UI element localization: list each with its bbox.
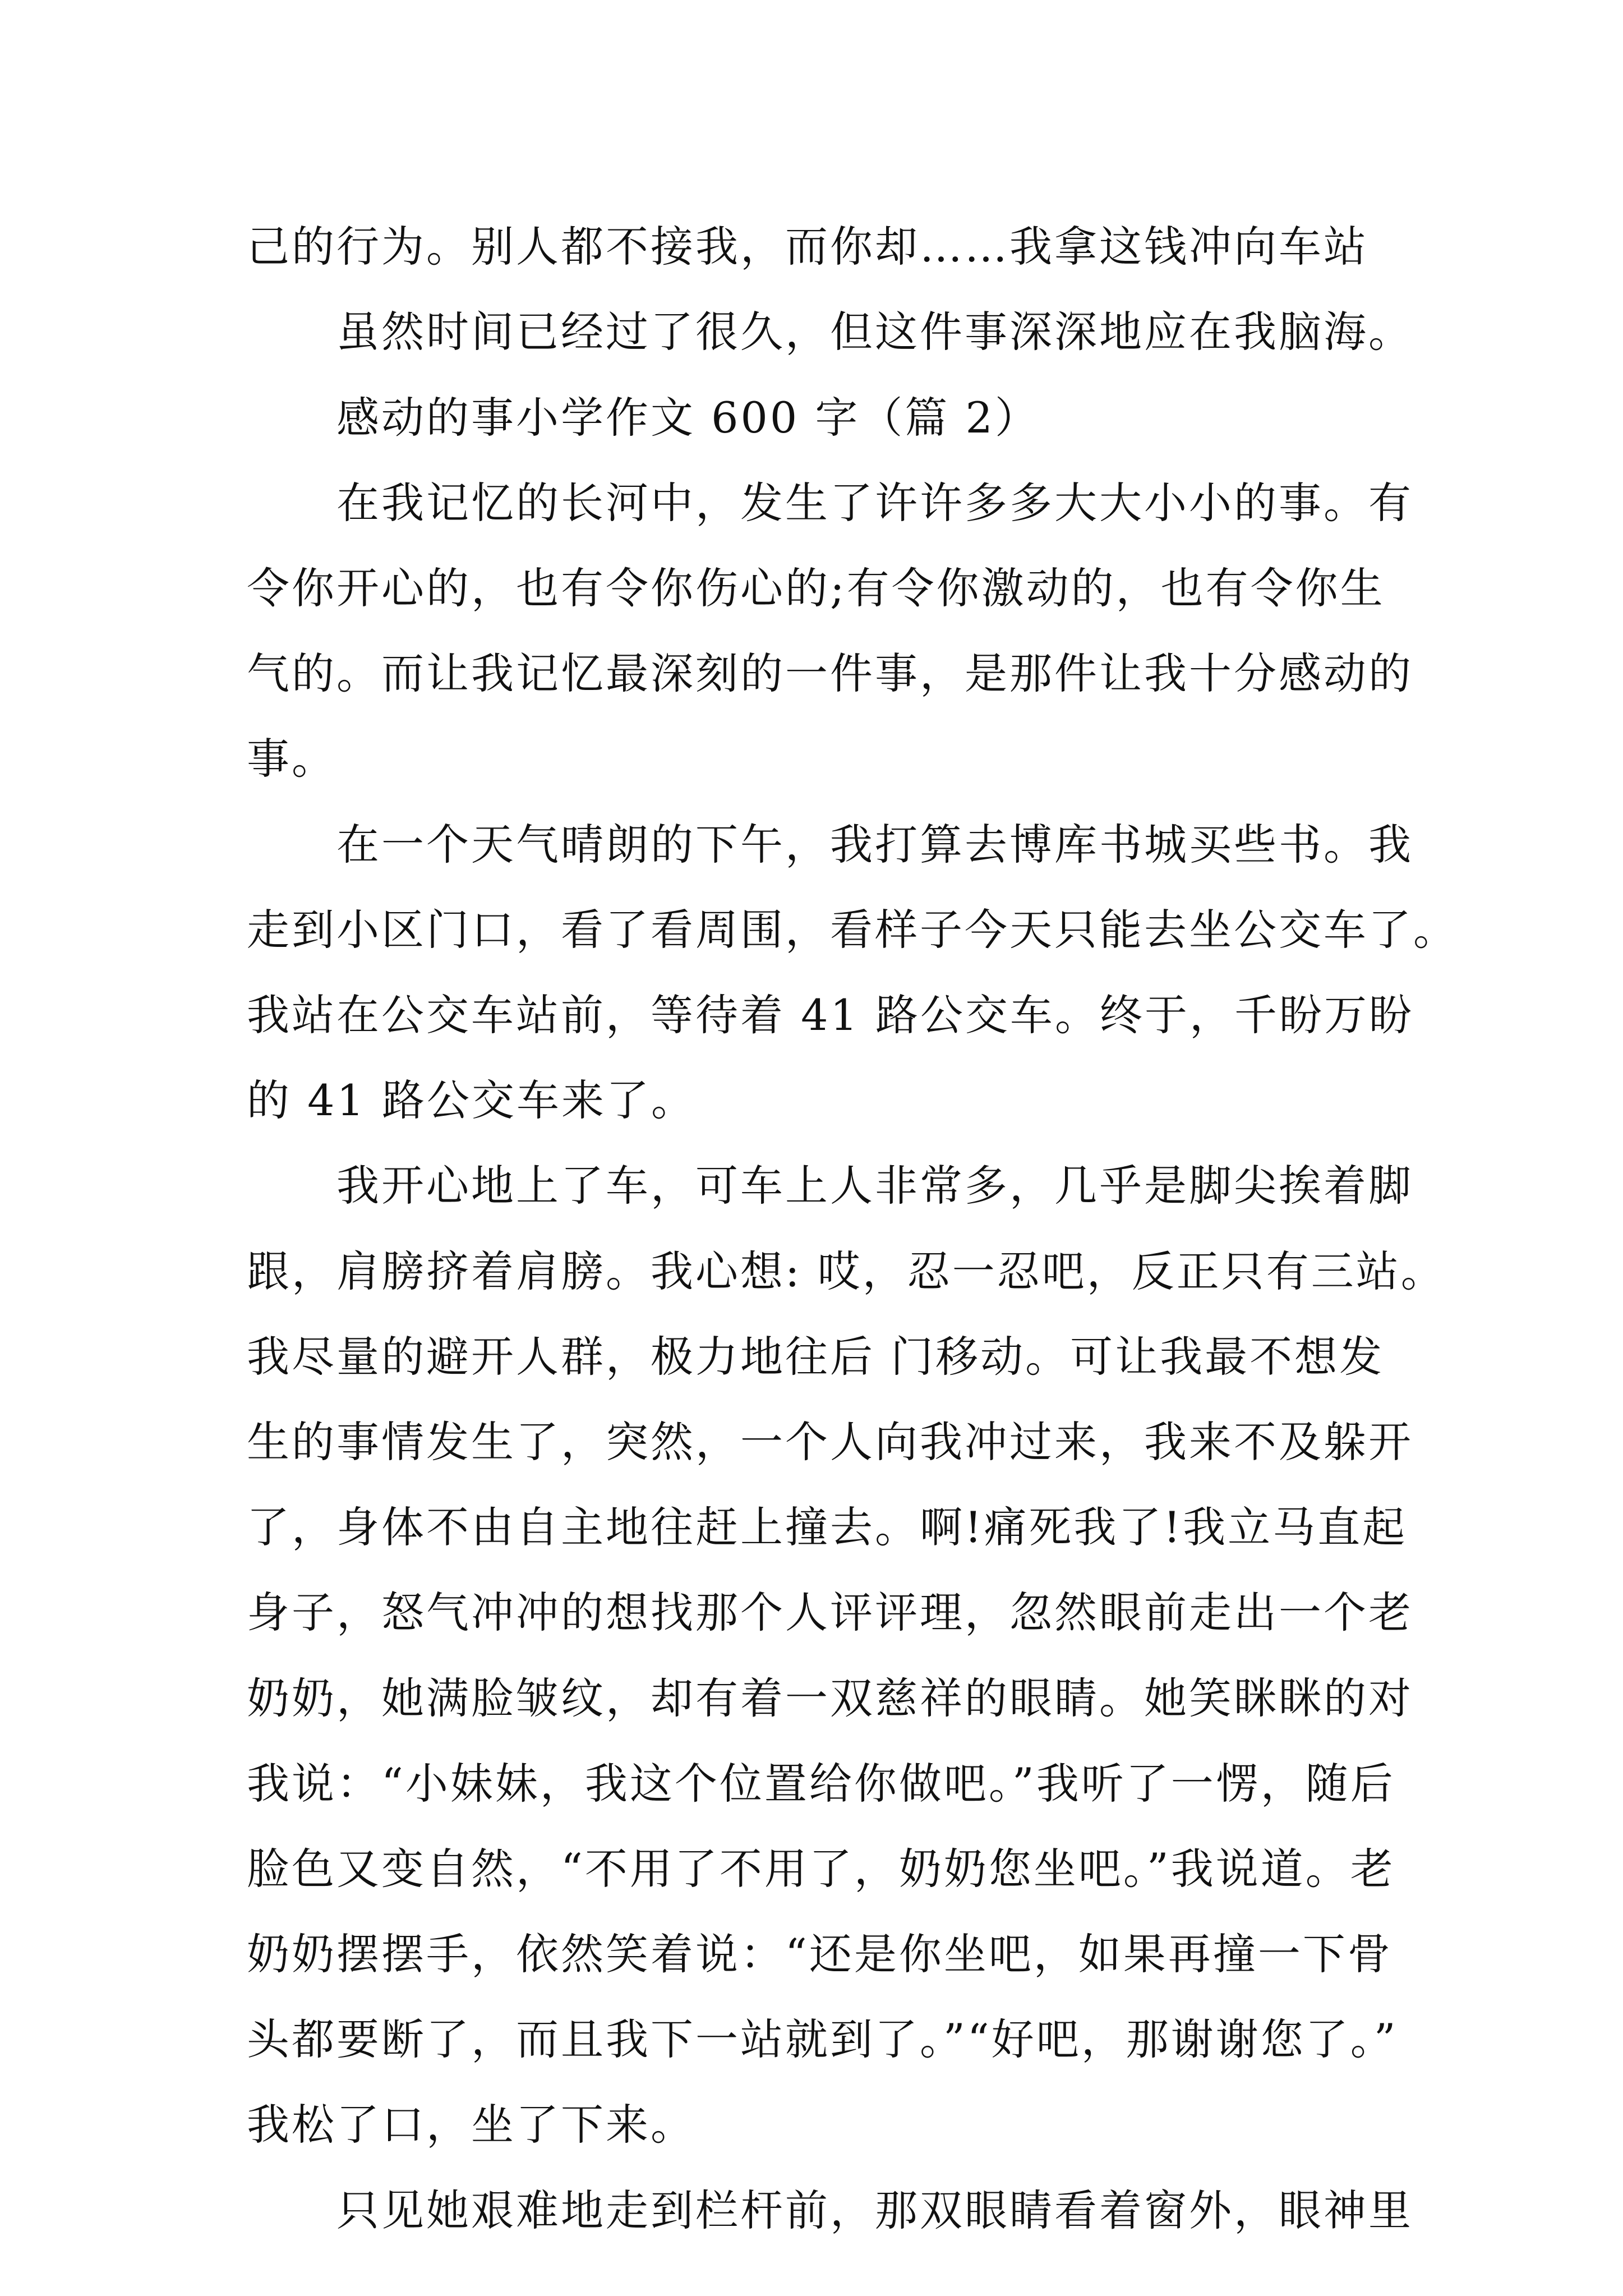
text-line: 走到小区门口，看了看周围，看样子今天只能去坐公交车了。 — [247, 905, 1458, 955]
text-line: 我开心地上了车，可车上人非常多，几乎是脚尖挨着脚 — [336, 1161, 1413, 1211]
text-line: 我说：“小妹妹，我这个位置给你做吧。”我听了一愣，随后 — [247, 1759, 1395, 1809]
text-line: 己的行为。别人都不接我，而你却……我拿这钱冲向车站 — [247, 222, 1368, 272]
text-line: 我松了口，坐了下来。 — [247, 2100, 695, 2150]
text-line: 生的事情发生了，突然，一个人向我冲过来，我来不及躲开 — [247, 1417, 1413, 1467]
text-line: 只见她艰难地走到栏杆前，那双眼睛看着窗外，眼神里 — [336, 2185, 1413, 2235]
text-line: 奶奶，她满脸皱纹，却有着一双慈祥的眼睛。她笑眯眯的对 — [247, 1673, 1413, 1723]
text-line: 事。 — [247, 734, 336, 784]
text-line: 头都要断了，而且我下一站就到了。”“好吧，那谢谢您了。” — [247, 2014, 1398, 2064]
text-line: 在我记忆的长河中，发生了许许多多大大小小的事。有 — [336, 478, 1413, 528]
text-line: 跟，肩膀挤着肩膀。我心想: 哎，忍一忍吧，反正只有三站。 — [247, 1246, 1446, 1296]
text-line: 我站在公交车站前，等待着 41 路公交车。终于，千盼万盼 — [247, 990, 1414, 1040]
text-line: 的 41 路公交车来了。 — [247, 1075, 697, 1125]
text-line: 身子，怒气冲冲的想找那个人评评理，忽然眼前走出一个老 — [247, 1588, 1413, 1637]
text-line: 气的。而让我记忆最深刻的一件事，是那件让我十分感动的 — [247, 648, 1413, 698]
text-line: 在一个天气晴朗的下午，我打算去博库书城买些书。我 — [336, 820, 1413, 869]
text-line: 我尽量的避开人群，极力地往后 门移动。可让我最不想发 — [247, 1332, 1385, 1382]
text-line: 虽然时间已经过了很久，但这件事深深地应在我脑海。 — [336, 307, 1413, 357]
text-line: 奶奶摆摆手，依然笑着说：“还是你坐吧，如果再撞一下骨 — [247, 1929, 1393, 1979]
section-heading: 感动的事小学作文 600 字（篇 2） — [336, 393, 1040, 443]
text-line: 令你开心的，也有令你伤心的;有令你激动的，也有令你生 — [247, 563, 1385, 613]
text-line: 了，身体不由自主地往赶上撞去。啊!痛死我了!我立马直起 — [247, 1502, 1408, 1552]
text-line: 脸色又变自然，“不用了不用了，奶奶您坐吧。”我说道。老 — [247, 1844, 1395, 1894]
